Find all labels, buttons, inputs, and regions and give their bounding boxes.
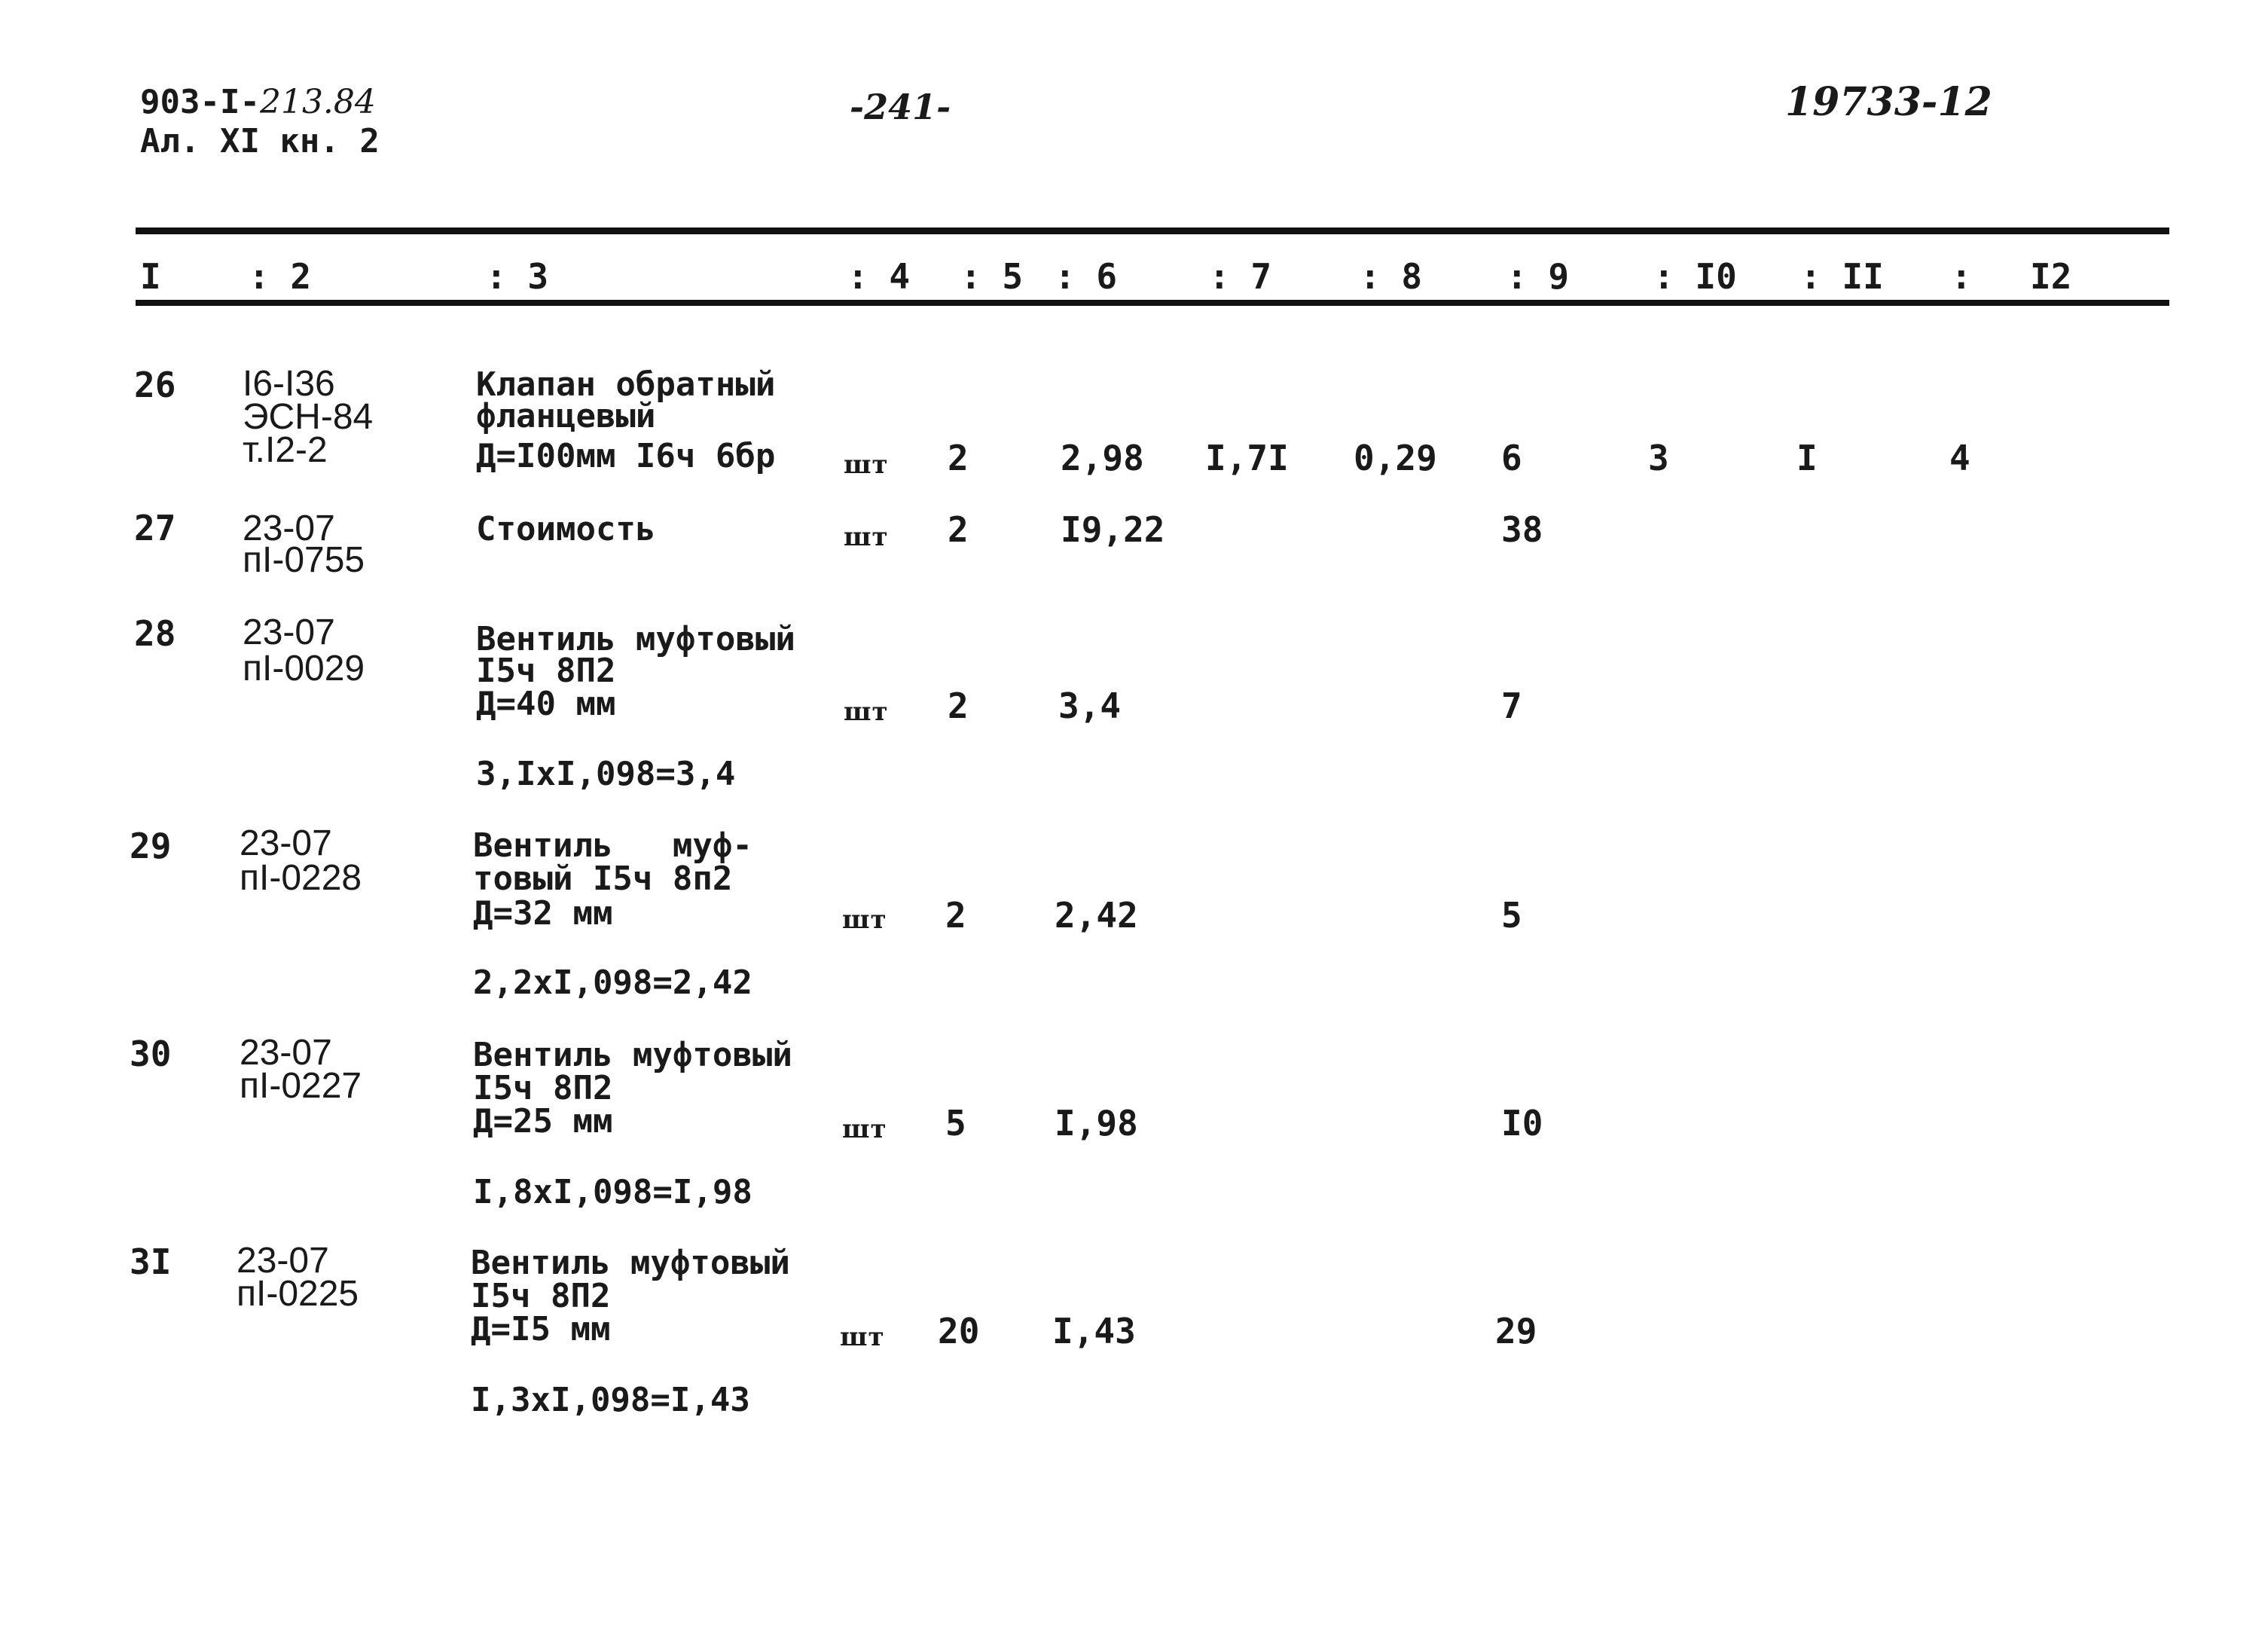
price-calculation: I,8xI,098=I,98	[473, 1173, 752, 1211]
item-name-line: Вентиль муфтовый	[471, 1244, 790, 1282]
col-header-11: : II	[1800, 256, 1884, 297]
col-7-value: I,7I	[1205, 438, 1289, 478]
col-header-9: : 9	[1506, 256, 1570, 297]
price-code-line: 23-07	[240, 1033, 332, 1073]
item-name-line: товый I5ч 8п2	[473, 860, 733, 898]
col-header-5: : 5	[960, 256, 1024, 297]
col-header-1: I	[140, 256, 161, 297]
price-calculation: 3,IxI,098=3,4	[476, 755, 736, 793]
item-name-line: Клапан обратный	[476, 365, 776, 404]
item-name-line: I5ч 8П2	[473, 1069, 613, 1107]
row-number: 29	[130, 826, 172, 866]
price-code-line: пI-0029	[243, 649, 365, 689]
col-12-value: 4	[1949, 438, 1970, 478]
quantity: 20	[938, 1311, 980, 1351]
unit: шт	[842, 905, 887, 935]
document-code-block	[140, 83, 380, 161]
price-code-line: пI-0755	[243, 540, 365, 580]
item-name-line: Д=32 мм	[473, 894, 613, 933]
row-number: 28	[134, 613, 176, 654]
row-number: 3I	[130, 1241, 172, 1282]
price-code-line: 23-07	[243, 508, 335, 548]
sheet-code: 19733-12	[1785, 79, 1992, 125]
item-name-line: Д=25 мм	[473, 1102, 613, 1141]
price-code-line: пI-0227	[240, 1066, 362, 1106]
item-name-line: Вентиль муфтовый	[473, 1036, 792, 1074]
unit: шт	[844, 522, 889, 552]
item-name-line: Стоимость	[476, 510, 656, 548]
item-name-line: Вентиль муф-	[473, 826, 752, 865]
quantity: 5	[945, 1103, 966, 1144]
row-number: 26	[134, 365, 176, 405]
item-name-line: I5ч 8П2	[476, 652, 616, 690]
album-line: Ал. XI кн. 2	[140, 122, 380, 160]
unit: шт	[844, 697, 889, 727]
unit-price: I,98	[1055, 1103, 1138, 1144]
unit-price: I,43	[1052, 1311, 1136, 1351]
col-8-value: 0,29	[1354, 438, 1437, 478]
price-calculation: 2,2xI,098=2,42	[473, 963, 752, 1002]
unit: шт	[842, 1114, 887, 1144]
price-code-line: т.I2-2	[243, 430, 328, 470]
item-name-line: I5ч 8П2	[471, 1277, 611, 1315]
unit: шт	[840, 1322, 885, 1352]
unit-price: 3,4	[1058, 686, 1122, 726]
total-value: I0	[1501, 1103, 1543, 1144]
total-value: 6	[1501, 438, 1522, 478]
row-number: 30	[130, 1034, 172, 1074]
total-value: 7	[1501, 686, 1522, 726]
col-header-2: : 2	[249, 256, 312, 297]
price-code-line: пI-0225	[237, 1274, 359, 1314]
col-11-value: I	[1796, 438, 1818, 478]
col-header-8: : 8	[1360, 256, 1423, 297]
document-code-prefix: 903-I-	[140, 83, 260, 121]
total-value: 38	[1501, 509, 1543, 550]
quantity: 2	[948, 438, 969, 478]
col-header-12: I2	[2030, 256, 2072, 297]
quantity: 2	[948, 686, 969, 726]
price-code-line: I6-I36	[243, 364, 335, 404]
col-header-separator: :	[1951, 256, 1972, 297]
col-header-6: : 6	[1055, 256, 1118, 297]
document-code	[140, 83, 380, 122]
price-code-line: пI-0228	[240, 858, 362, 898]
column-header-rule	[136, 300, 2169, 306]
item-name-line: Д=I5 мм	[471, 1310, 611, 1348]
total-value: 29	[1495, 1311, 1537, 1351]
unit: шт	[844, 450, 889, 480]
col-10-value: 3	[1648, 438, 1669, 478]
unit-price: 2,98	[1061, 438, 1144, 478]
col-header-4: : 4	[847, 256, 911, 297]
document-code-handwritten: 213.84	[259, 83, 376, 121]
price-code-line: ЭСН-84	[243, 397, 374, 437]
unit-price: I9,22	[1061, 509, 1165, 550]
total-value: 5	[1501, 895, 1522, 936]
item-name-line: Вентиль муфтовый	[476, 620, 795, 658]
top-rule	[136, 228, 2169, 234]
col-header-7: : 7	[1209, 256, 1272, 297]
col-header-3: : 3	[486, 256, 549, 297]
price-calculation: I,3xI,098=I,43	[471, 1381, 750, 1419]
quantity: 2	[945, 895, 966, 936]
quantity: 2	[948, 509, 969, 550]
col-header-10: : I0	[1653, 256, 1737, 297]
item-name-line: Д=I00мм I6ч 6бр	[476, 437, 776, 475]
price-code-line: 23-07	[243, 612, 335, 652]
item-name-line: фланцевый	[476, 397, 656, 435]
item-name-line: Д=40 мм	[476, 685, 616, 723]
row-number: 27	[134, 508, 176, 548]
unit-price: 2,42	[1055, 895, 1138, 936]
price-code-line: 23-07	[237, 1241, 329, 1281]
price-code-line: 23-07	[240, 823, 332, 863]
page-number: -241-	[850, 87, 951, 127]
